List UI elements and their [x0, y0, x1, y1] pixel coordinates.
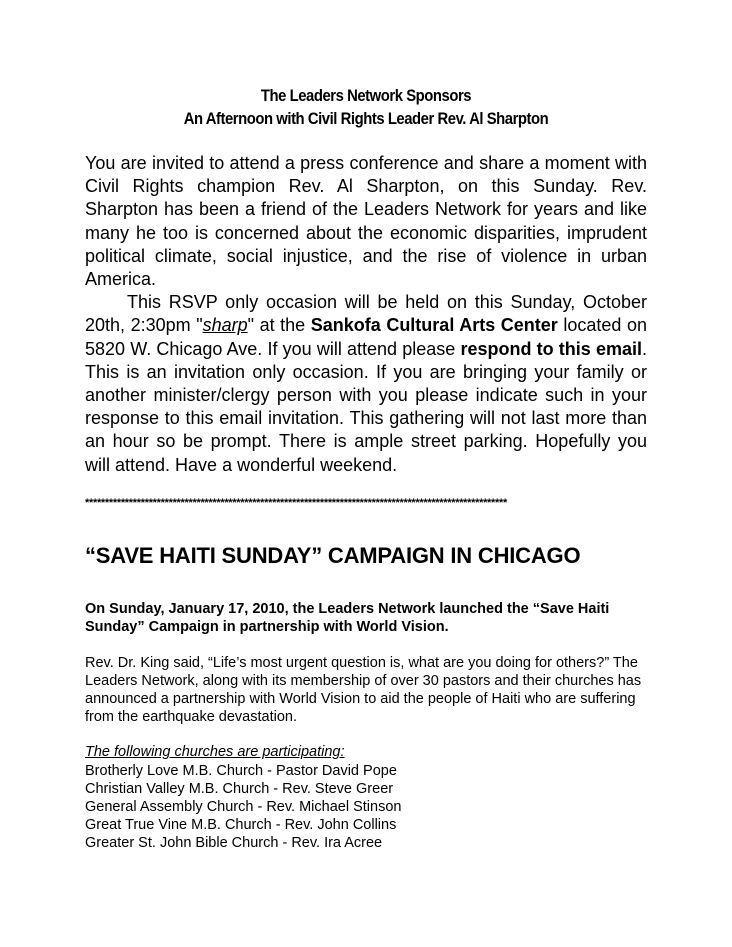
- sharp-emphasis: sharp: [202, 315, 248, 336]
- churches-list-heading: The following churches are participating:: [85, 744, 345, 760]
- header-line-2: An Afternoon with Civil Rights Leader Rev. Al Sharpton: [183, 110, 549, 128]
- list-item: Great True Vine M.B. Church - Rev. John Collins: [85, 817, 397, 833]
- intro-paragraph-1: You are invited to attend a press conference and share a moment with Civil Rights champion Rev. Al Sharpton, on this Sunday. Rev. Sharpton has been a friend of the Leaders Network for years and like many he too is concerned about the economic disparities, imprudent political climate, social injustice, and the rise of violence in urban America.: [85, 153, 647, 290]
- respond-emphasis: respond to this email: [460, 338, 642, 359]
- haiti-lead-paragraph: On Sunday, January 17, 2010, the Leaders Network launched the “Save Haiti Sunday” Campaign in partnership with World Vision.: [85, 601, 610, 635]
- venue-name: Sankofa Cultural Arts Center: [310, 315, 558, 336]
- intro-text-c: located on 5820 W. Chicago Ave. If you will attend please: [85, 315, 647, 359]
- intro-paragraph-2: [85, 291, 647, 477]
- haiti-body-paragraph: Rev. Dr. King said, “Life’s most urgent question is, what are you doing for others?” The Leaders Network, along with its membership of over 30 pastors and their churches has announced a partnership with World Vision to aid the people of Haiti who are suffering from the earthquake devastation.: [85, 655, 642, 725]
- haiti-campaign-title: “SAVE HAITI SUNDAY” CAMPAIGN IN CHICAGO: [85, 543, 581, 568]
- header-line-1: The Leaders Network Sponsors: [260, 87, 472, 105]
- list-item: General Assembly Church - Rev. Michael Stinson: [85, 799, 402, 815]
- intro-text-d: . This is an invitation only occasion. If you are bringing your family or another minister/clergy person with you please indicate such in your response to this email invitation. This gathering will not last more than an hour so be prompt. There is ample street parking. Hopefully you will attend. Have a wonderful weekend.: [85, 338, 647, 475]
- list-item: Christian Valley M.B. Church - Rev. Steve Greer: [85, 781, 394, 797]
- intro-text-a: This RSVP only occasion will be held on this Sunday, October 20th, 2:30pm ": [85, 292, 647, 336]
- asterisk-separator: **********************************************************************************************************: [85, 497, 507, 509]
- intro-section: [85, 152, 647, 477]
- list-item: Greater St. John Bible Church - Rev. Ira Acree: [85, 835, 383, 851]
- churches-list: [85, 762, 401, 852]
- intro-text-b: " at the: [247, 315, 311, 336]
- list-item: Brotherly Love M.B. Church - Pastor David Pope: [85, 763, 397, 779]
